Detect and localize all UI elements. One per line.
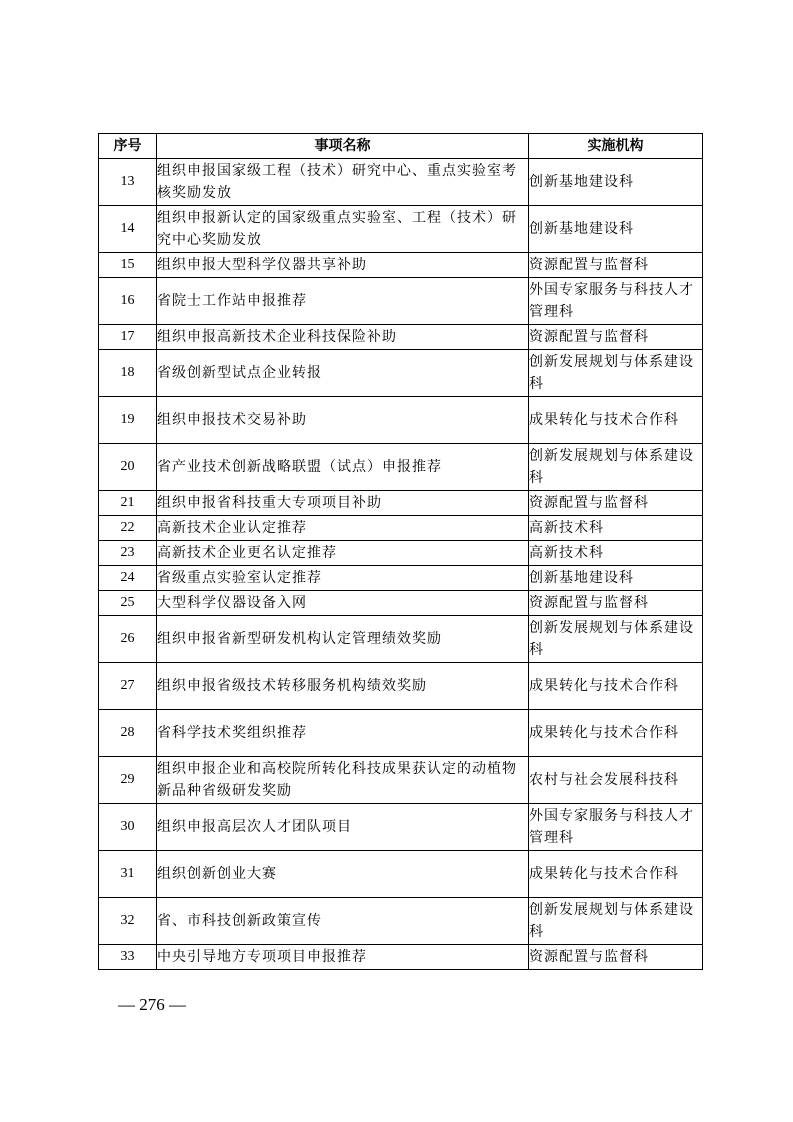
cell-name: 省院士工作站申报推荐 bbox=[157, 278, 529, 325]
table-row bbox=[99, 491, 703, 516]
cell-name: 高新技术企业更名认定推荐 bbox=[157, 541, 529, 566]
cell-num: 19 bbox=[99, 397, 157, 444]
cell-num: 16 bbox=[99, 278, 157, 325]
cell-name: 省产业技术创新战略联盟（试点）申报推荐 bbox=[157, 444, 529, 491]
items-table bbox=[98, 133, 703, 970]
cell-num: 33 bbox=[99, 945, 157, 970]
header-num: 序号 bbox=[99, 134, 157, 159]
cell-org: 创新发展规划与体系建设科 bbox=[529, 898, 703, 945]
cell-num: 21 bbox=[99, 491, 157, 516]
table-row bbox=[99, 945, 703, 970]
cell-num: 26 bbox=[99, 616, 157, 663]
header-org: 实施机构 bbox=[529, 134, 703, 159]
cell-org: 外国专家服务与科技人才管理科 bbox=[529, 804, 703, 851]
page-number: — 276 — bbox=[118, 995, 186, 1014]
cell-num: 18 bbox=[99, 350, 157, 397]
cell-name: 组织申报企业和高校院所转化科技成果获认定的动植物新品种省级研发奖励 bbox=[157, 757, 529, 804]
cell-num: 32 bbox=[99, 898, 157, 945]
cell-org: 成果转化与技术合作科 bbox=[529, 663, 703, 710]
cell-org: 资源配置与监督科 bbox=[529, 325, 703, 350]
table-row bbox=[99, 616, 703, 663]
cell-org: 资源配置与监督科 bbox=[529, 491, 703, 516]
cell-name: 组织申报高新技术企业科技保险补助 bbox=[157, 325, 529, 350]
header-name: 事项名称 bbox=[157, 134, 529, 159]
cell-name: 中央引导地方专项项目申报推荐 bbox=[157, 945, 529, 970]
cell-num: 31 bbox=[99, 851, 157, 898]
table-row bbox=[99, 710, 703, 757]
table-row bbox=[99, 253, 703, 278]
cell-org: 高新技术科 bbox=[529, 516, 703, 541]
cell-name: 组织申报高层次人才团队项目 bbox=[157, 804, 529, 851]
cell-num: 30 bbox=[99, 804, 157, 851]
cell-name: 省科学技术奖组织推荐 bbox=[157, 710, 529, 757]
cell-org: 成果转化与技术合作科 bbox=[529, 851, 703, 898]
cell-org: 农村与社会发展科技科 bbox=[529, 757, 703, 804]
cell-name: 组织申报国家级工程（技术）研究中心、重点实验室考核奖励发放 bbox=[157, 159, 529, 206]
cell-org: 创新发展规划与体系建设科 bbox=[529, 444, 703, 491]
table-row bbox=[99, 663, 703, 710]
cell-name: 省、市科技创新政策宣传 bbox=[157, 898, 529, 945]
table-row bbox=[99, 591, 703, 616]
cell-org: 创新发展规划与体系建设科 bbox=[529, 350, 703, 397]
cell-org: 高新技术科 bbox=[529, 541, 703, 566]
table-row bbox=[99, 804, 703, 851]
cell-org: 资源配置与监督科 bbox=[529, 253, 703, 278]
table-row bbox=[99, 397, 703, 444]
cell-num: 27 bbox=[99, 663, 157, 710]
cell-name: 组织申报省级技术转移服务机构绩效奖励 bbox=[157, 663, 529, 710]
cell-num: 22 bbox=[99, 516, 157, 541]
cell-org: 成果转化与技术合作科 bbox=[529, 710, 703, 757]
table-row bbox=[99, 516, 703, 541]
cell-num: 17 bbox=[99, 325, 157, 350]
cell-num: 23 bbox=[99, 541, 157, 566]
cell-name: 组织申报省新型研发机构认定管理绩效奖励 bbox=[157, 616, 529, 663]
table-row bbox=[99, 757, 703, 804]
cell-name: 高新技术企业认定推荐 bbox=[157, 516, 529, 541]
table-row bbox=[99, 350, 703, 397]
cell-num: 20 bbox=[99, 444, 157, 491]
cell-name: 组织申报大型科学仪器共享补助 bbox=[157, 253, 529, 278]
cell-name: 组织申报新认定的国家级重点实验室、工程（技术）研究中心奖励发放 bbox=[157, 206, 529, 253]
cell-name: 组织申报省科技重大专项项目补助 bbox=[157, 491, 529, 516]
cell-org: 创新基地建设科 bbox=[529, 159, 703, 206]
table-row bbox=[99, 851, 703, 898]
cell-org: 成果转化与技术合作科 bbox=[529, 397, 703, 444]
table-row bbox=[99, 278, 703, 325]
cell-name: 大型科学仪器设备入网 bbox=[157, 591, 529, 616]
cell-name: 省级创新型试点企业转报 bbox=[157, 350, 529, 397]
cell-num: 28 bbox=[99, 710, 157, 757]
table-row bbox=[99, 206, 703, 253]
table-row bbox=[99, 325, 703, 350]
cell-org: 创新基地建设科 bbox=[529, 206, 703, 253]
cell-num: 29 bbox=[99, 757, 157, 804]
cell-org: 创新发展规划与体系建设科 bbox=[529, 616, 703, 663]
cell-org: 资源配置与监督科 bbox=[529, 945, 703, 970]
cell-num: 24 bbox=[99, 566, 157, 591]
table-header-row bbox=[99, 134, 703, 159]
cell-num: 15 bbox=[99, 253, 157, 278]
table-row bbox=[99, 159, 703, 206]
table-row bbox=[99, 898, 703, 945]
cell-org: 外国专家服务与科技人才管理科 bbox=[529, 278, 703, 325]
cell-org: 资源配置与监督科 bbox=[529, 591, 703, 616]
cell-num: 14 bbox=[99, 206, 157, 253]
table-row bbox=[99, 541, 703, 566]
cell-name: 省级重点实验室认定推荐 bbox=[157, 566, 529, 591]
table-row bbox=[99, 566, 703, 591]
cell-name: 组织申报技术交易补助 bbox=[157, 397, 529, 444]
cell-name: 组织创新创业大赛 bbox=[157, 851, 529, 898]
cell-org: 创新基地建设科 bbox=[529, 566, 703, 591]
table-row bbox=[99, 444, 703, 491]
cell-num: 25 bbox=[99, 591, 157, 616]
cell-num: 13 bbox=[99, 159, 157, 206]
